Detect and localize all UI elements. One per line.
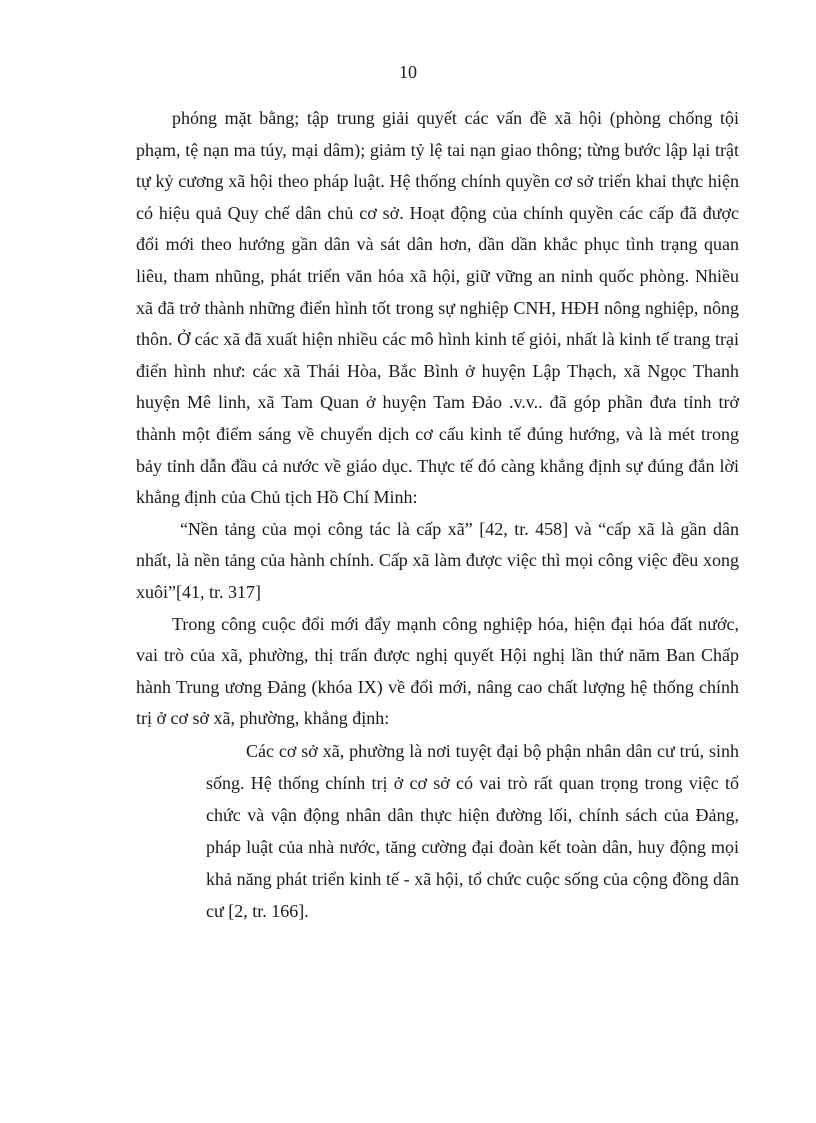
paragraph-resolution-intro: Trong công cuộc đổi mới đẩy mạnh công nghiệp hóa, hiện đại hóa đất nước, vai trò của xã, phường, thị trấn được nghị quyết Hội nghị lần thứ năm Ban Chấp hành Trung ương Đảng (khóa IX) về đổi mới, nâng cao chất lượng hệ thống chính trị ở cơ sở xã, phường, khẳng định: [136,613,739,729]
paragraph-continuation: phóng mặt bằng; tập trung giải quyết các vấn đề xã hội (phòng chống tội phạm, tệ nạn ma túy, mại dâm); giảm tỷ lệ tai nạn giao thông; từng bước lập lại trật tự kỷ cương xã hội theo pháp luật. Hệ thống chính quyền cơ sở triển khai thực hiện có hiệu quả Quy chế dân chủ cơ sở. Hoạt động của chính quyền các cấp đã được đổi mới theo hướng gần dân và sát dân hơn, dần dần khắc phục tình trạng quan liêu, tham nhũng, phát triển văn hóa xã hội, giữ vững an ninh quốc phòng. Nhiều xã đã trở thành những điển hình tốt trong sự nghiệp CNH, HĐH nông nghiệp, nông thôn. Ở các xã đã xuất hiện nhiều các mô hình kinh tế giỏi, nhất là kinh tế trang trại điển hình như: các xã Thái Hòa, Bắc Bình ở huyện Lập Thạch, xã Ngọc Thanh huyện Mê linh, xã Tam Quan ở huyện Tam Đảo .v.v.. đã góp phần đưa tỉnh trở thành một điểm sáng về chuyển dịch cơ cấu kinh tế đúng hướng, và là mét trong bảy tỉnh dẫn đầu cả nước về giáo dục. Thực tế đó càng khẳng định sự đúng đắn lời khẳng định của Chủ tịch Hồ Chí Minh: [136,108,739,508]
page-number: 10 [399,62,417,82]
block-quote: Các cơ sở xã, phường là nơi tuyệt đại bộ phận nhân dân cư trú, sinh sống. Hệ thống chính trị ở cơ sở có vai trò rất quan trọng trong việc tổ chức và vận động nhân dân thực hiện đường lối, chính sách của Đảng, pháp luật của nhà nước, tăng cường đại đoàn kết toàn dân, huy động mọi khả năng phát triển kinh tế - xã hội, tổ chức cuộc sống của cộng đồng dân cư [2, tr. 166]. [206,740,739,921]
document-body [136,103,739,927]
paragraph-citation-quote: “Nền tảng của mọi công tác là cấp xã” [42, tr. 458] và “cấp xã là gần dân nhất, là nền tảng của hành chính. Cấp xã làm được việc thì mọi công việc đều xong xuôi”[41, tr. 317] [136,518,739,602]
